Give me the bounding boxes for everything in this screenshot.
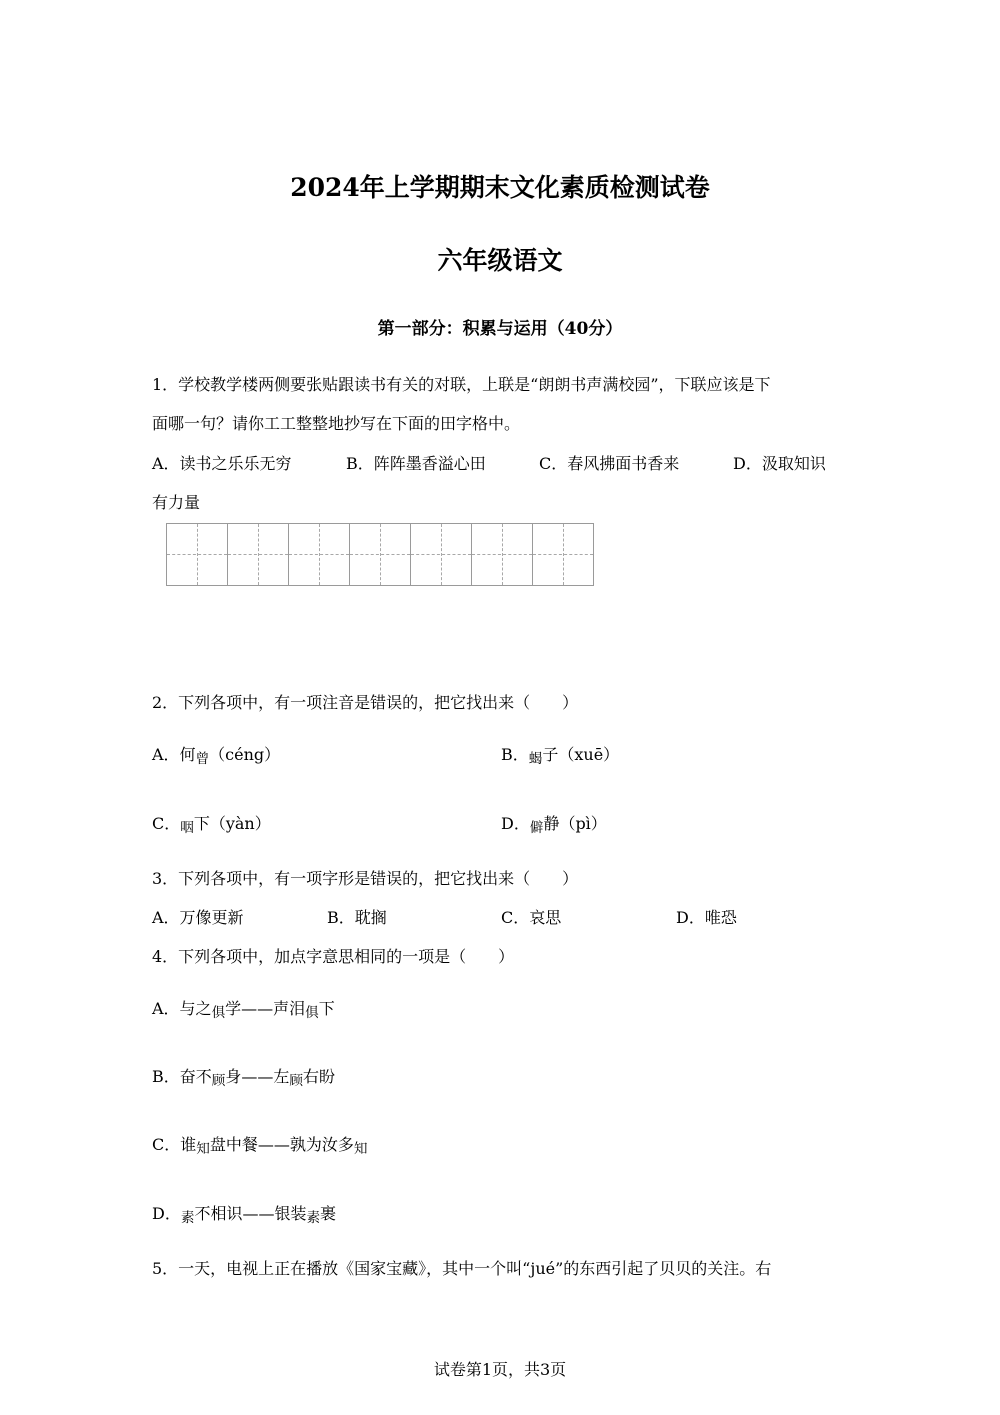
cell-guide-horizontal [472,554,532,555]
q3-stem: 3．下列各项中，有一项字形是错误的，把它找出来（ ） [152,869,579,888]
q1-option-d-continued: 有力量 [152,493,201,512]
tianzige-cell[interactable] [166,523,228,586]
q1-option-a: A．读书之乐乐无穷 [152,454,292,473]
q4-option-a: A．与之俱学——声泪俱下 [152,999,335,1021]
tianzige-cell[interactable] [349,523,411,586]
q2-option-a: A．何曾（céng） [152,745,281,767]
page-footer: 试卷第1页，共3页 [433,1360,567,1379]
cell-guide-horizontal [167,554,227,555]
section-heading: 第一部分：积累与运用（40分） [377,319,623,339]
q1-stem-line1: 1．学校教学楼两侧要张贴跟读书有关的对联，上联是“朗朗书声满校园”，下联应该是下 [152,375,771,394]
q4-stem: 4．下列各项中，加点字意思相同的一项是（ ） [152,947,515,966]
q1-option-b: B．阵阵墨香溢心田 [346,454,486,473]
q3-option-b: B．耽搁 [327,908,387,927]
tianzige-cell[interactable] [471,523,533,586]
tianzige-cell[interactable] [227,523,289,586]
cell-guide-horizontal [228,554,288,555]
q2-option-d: D．僻静（pì） [501,814,607,836]
cell-guide-horizontal [411,554,471,555]
tianzige-cell[interactable] [288,523,350,586]
cell-guide-horizontal [289,554,349,555]
cell-guide-horizontal [533,554,593,555]
q2-option-b: B．蝎子（xuē） [501,745,620,767]
exam-subtitle: 六年级语文 [437,246,563,275]
q2-option-c: C．咽下（yàn） [152,814,271,836]
q3-option-d: D．唯恐 [676,908,737,927]
cell-guide-horizontal [350,554,410,555]
q1-option-c: C．春风拂面书香来 [539,454,680,473]
q3-option-c: C．哀思 [501,908,562,927]
q1-option-d: D．汲取知识 [733,454,826,473]
q4-option-c: C．谁知盘中餐——孰为汝多知 [152,1135,368,1157]
q2-stem: 2．下列各项中，有一项注音是错误的，把它找出来（ ） [152,693,579,712]
q3-option-a: A．万像更新 [152,908,244,927]
q4-option-b: B．奋不顾身——左顾右盼 [152,1067,335,1089]
q4-option-d: D．素不相识——银装素裹 [152,1204,337,1226]
q1-stem-line2: 面哪一句？请你工工整整地抄写在下面的田字格中。 [152,414,521,433]
q5-stem-line1: 5．一天，电视上正在播放《国家宝藏》，其中一个叫“jué”的东西引起了贝贝的关注。右 [152,1259,772,1278]
tianzige-grid[interactable] [166,523,594,586]
tianzige-cell[interactable] [532,523,594,586]
tianzige-cell[interactable] [410,523,472,586]
exam-title: 2024年上学期期末文化素质检测试卷 [290,173,710,202]
